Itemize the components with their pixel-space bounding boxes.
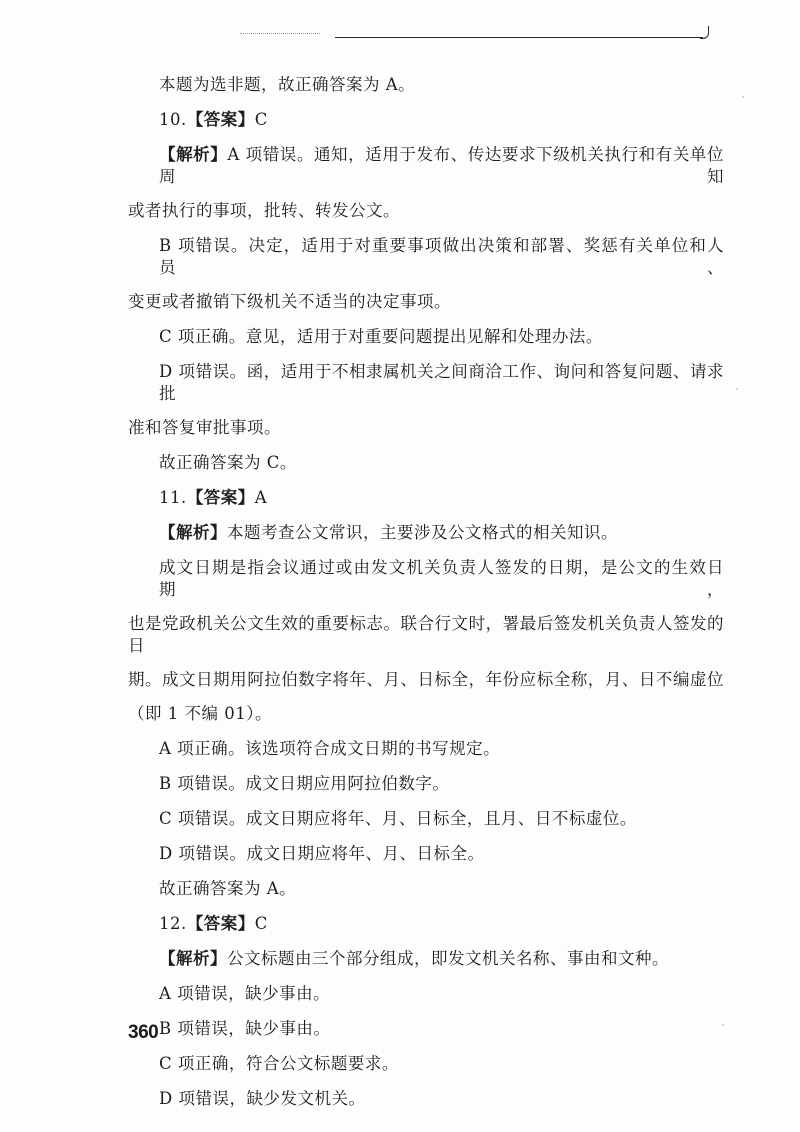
line-text: 公文标题由三个部分组成，即发文机关名称、事由和文种。 <box>227 949 669 968</box>
text-line <box>128 613 724 657</box>
scan-speck <box>742 96 744 98</box>
question-number: 12. <box>159 914 187 933</box>
text-line <box>128 235 724 279</box>
paragraph <box>128 878 724 900</box>
line-text: D 项错误，缺少发文机关。 <box>159 1089 366 1108</box>
line-text: 变更或者撤销下级机关不适当的决定事项。 <box>128 292 451 311</box>
line-text: B 项错误，缺少事由。 <box>159 1019 331 1038</box>
text-line <box>128 738 724 760</box>
line-text: C 项正确，符合公文标题要求。 <box>159 1054 399 1073</box>
line-text: （即 1 不编 01）。 <box>128 704 272 723</box>
scan-speck <box>736 388 738 390</box>
line-text: 本题考查公文常识，主要涉及公文格式的相关知识。 <box>227 523 618 542</box>
paragraph <box>128 235 724 313</box>
page-number: 360 <box>128 1022 159 1043</box>
paragraph <box>128 74 724 96</box>
line-text: 故正确答案为 C。 <box>159 453 297 472</box>
text-line <box>128 843 724 865</box>
text-line <box>128 773 724 795</box>
analysis-tag: 【解析】 <box>159 949 227 968</box>
analysis-paragraph <box>128 522 724 544</box>
paragraph <box>128 557 724 725</box>
paragraph <box>128 843 724 865</box>
line-text: B 项错误。成文日期应用阿拉伯数字。 <box>159 774 450 793</box>
answer-row <box>128 913 724 935</box>
text-line <box>128 200 724 222</box>
paragraph <box>128 738 724 760</box>
answer-value: A <box>254 488 268 507</box>
paragraph <box>128 1088 724 1110</box>
paragraph <box>128 1018 724 1040</box>
text-line <box>128 452 724 474</box>
paragraph <box>128 452 724 474</box>
line-text: D 项错误。成文日期应将年、月、日标全。 <box>159 844 485 863</box>
answer-line <box>128 109 724 131</box>
answer-row <box>128 109 724 131</box>
analysis-tag: 【解析】 <box>159 523 227 542</box>
text-line <box>128 878 724 900</box>
answer-value: C <box>254 110 268 129</box>
question-number: 11. <box>159 488 187 507</box>
answer-line <box>128 487 724 509</box>
scan-speck <box>722 1024 724 1026</box>
text-line <box>128 983 724 1005</box>
question-number: 10. <box>159 110 187 129</box>
answer-tag: 【答案】 <box>186 914 255 933</box>
text-line <box>128 1018 724 1040</box>
line-text: D 项错误。函，适用于不相隶属机关之间商洽工作、询问和答复问题、请求批 <box>159 362 724 403</box>
text-line <box>128 669 724 691</box>
answer-tag: 【答案】 <box>186 488 255 507</box>
text-line <box>128 361 724 405</box>
answer-tag: 【答案】 <box>186 110 255 129</box>
line-text: A 项错误，缺少事由。 <box>159 984 331 1003</box>
text-line <box>128 74 724 96</box>
header-faint-mark <box>240 33 320 34</box>
paragraph <box>128 808 724 830</box>
answer-line <box>128 913 724 935</box>
text-line <box>128 557 724 601</box>
paragraph <box>128 1053 724 1075</box>
line-text: A 项正确。该选项符合成文日期的书写规定。 <box>159 739 501 758</box>
line-text: 成文日期是指会议通过或由发文机关负责人签发的日期，是公文的生效日期， <box>159 558 724 599</box>
text-line <box>128 291 724 313</box>
paragraph <box>128 773 724 795</box>
analysis-tag: 【解析】 <box>159 145 228 164</box>
text-line <box>128 1053 724 1075</box>
line-text: 或者执行的事项，批转、转发公文。 <box>128 201 400 220</box>
line-text: A 项错误。通知，适用于发布、传达要求下级机关执行和有关单位周知 <box>159 145 724 186</box>
text-line <box>128 808 724 830</box>
analysis-paragraph <box>128 144 724 222</box>
text-line <box>128 522 724 544</box>
text-line <box>128 703 724 725</box>
line-text: 故正确答案为 A。 <box>159 879 297 898</box>
answer-row <box>128 487 724 509</box>
paragraph <box>128 983 724 1005</box>
line-text: 本题为选非题，故正确答案为 A。 <box>159 75 416 94</box>
paragraph <box>128 326 724 348</box>
text-line <box>128 948 724 970</box>
answer-value: C <box>254 914 268 933</box>
page-body <box>128 74 724 1123</box>
line-text: 也是党政机关公文生效的重要标志。联合行文时，署最后签发机关负责人签发的日 <box>128 614 724 655</box>
header-rule-end <box>700 26 709 39</box>
line-text: C 项错误。成文日期应将年、月、日标全，且月、日不标虚位。 <box>159 809 637 828</box>
line-text: B 项错误。决定，适用于对重要事项做出决策和部署、奖惩有关单位和人员、 <box>159 236 724 277</box>
analysis-paragraph <box>128 948 724 970</box>
text-line <box>128 326 724 348</box>
line-text: 准和答复审批事项。 <box>128 418 281 437</box>
text-line <box>128 417 724 439</box>
line-text: 期。成文日期用阿拉伯数字将年、月、日标全，年份应标全称，月、日不编虚位 <box>128 670 724 689</box>
line-text: C 项正确。意见，适用于对重要问题提出见解和处理办法。 <box>159 327 603 346</box>
paragraph <box>128 361 724 439</box>
text-line <box>128 1088 724 1110</box>
header-rule <box>335 37 703 38</box>
text-line <box>128 144 724 188</box>
